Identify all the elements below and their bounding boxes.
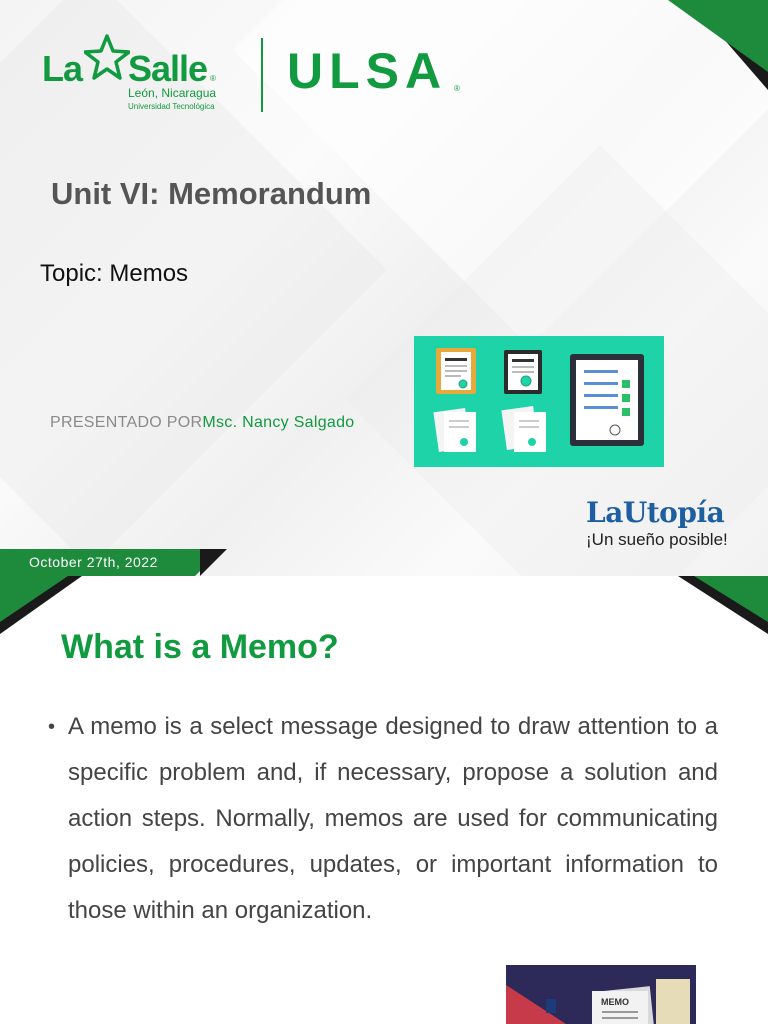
corner-decoration — [0, 576, 90, 636]
ulsa-logo: ULSA — [287, 43, 448, 99]
corner-decoration — [678, 576, 768, 636]
star-icon — [84, 34, 130, 80]
presentation-date: October 27th, 2022 — [29, 554, 158, 570]
corner-decoration — [668, 0, 768, 90]
slide-title: Unit VI: Memorandum — [51, 176, 372, 211]
lautopia-tagline: ¡Un sueño posible! — [586, 530, 728, 549]
memo-illustration — [506, 965, 696, 1024]
logo-la-text: La — [42, 48, 83, 89]
lautopia-brand: LaUtopía — [586, 496, 725, 529]
logo-university-text: Universidad Tecnológica — [128, 102, 215, 111]
presenter-line — [50, 414, 355, 432]
content-slide — [0, 576, 768, 1024]
logo-city-text: León, Nicaragua — [128, 86, 217, 100]
registered-mark: ® — [210, 74, 216, 83]
presenter-name: Msc. Nancy Salgado — [202, 414, 355, 431]
registered-mark: ® — [454, 84, 460, 93]
logo-salle-text: Salle — [128, 48, 208, 89]
memo-definition-text: A memo is a select message designed to draw attention to a specific problem and, if necessary, propose a solution and action steps. Normally, memos are used for communicating policies, procedures, updates, or important information to those within an organization. — [68, 713, 718, 924]
slide-topic: Topic: Memos — [40, 260, 189, 287]
lasalle-logo — [42, 34, 242, 116]
bullet-marker: • — [48, 716, 56, 738]
logo-divider — [261, 38, 263, 112]
date-banner-accent — [200, 549, 227, 576]
documents-illustration — [414, 336, 664, 467]
slide-heading: What is a Memo? — [61, 628, 339, 666]
lautopia-logo — [586, 498, 728, 550]
presented-by-label: PRESENTADO POR — [50, 414, 203, 431]
memo-image-label: MEMO — [601, 997, 629, 1007]
